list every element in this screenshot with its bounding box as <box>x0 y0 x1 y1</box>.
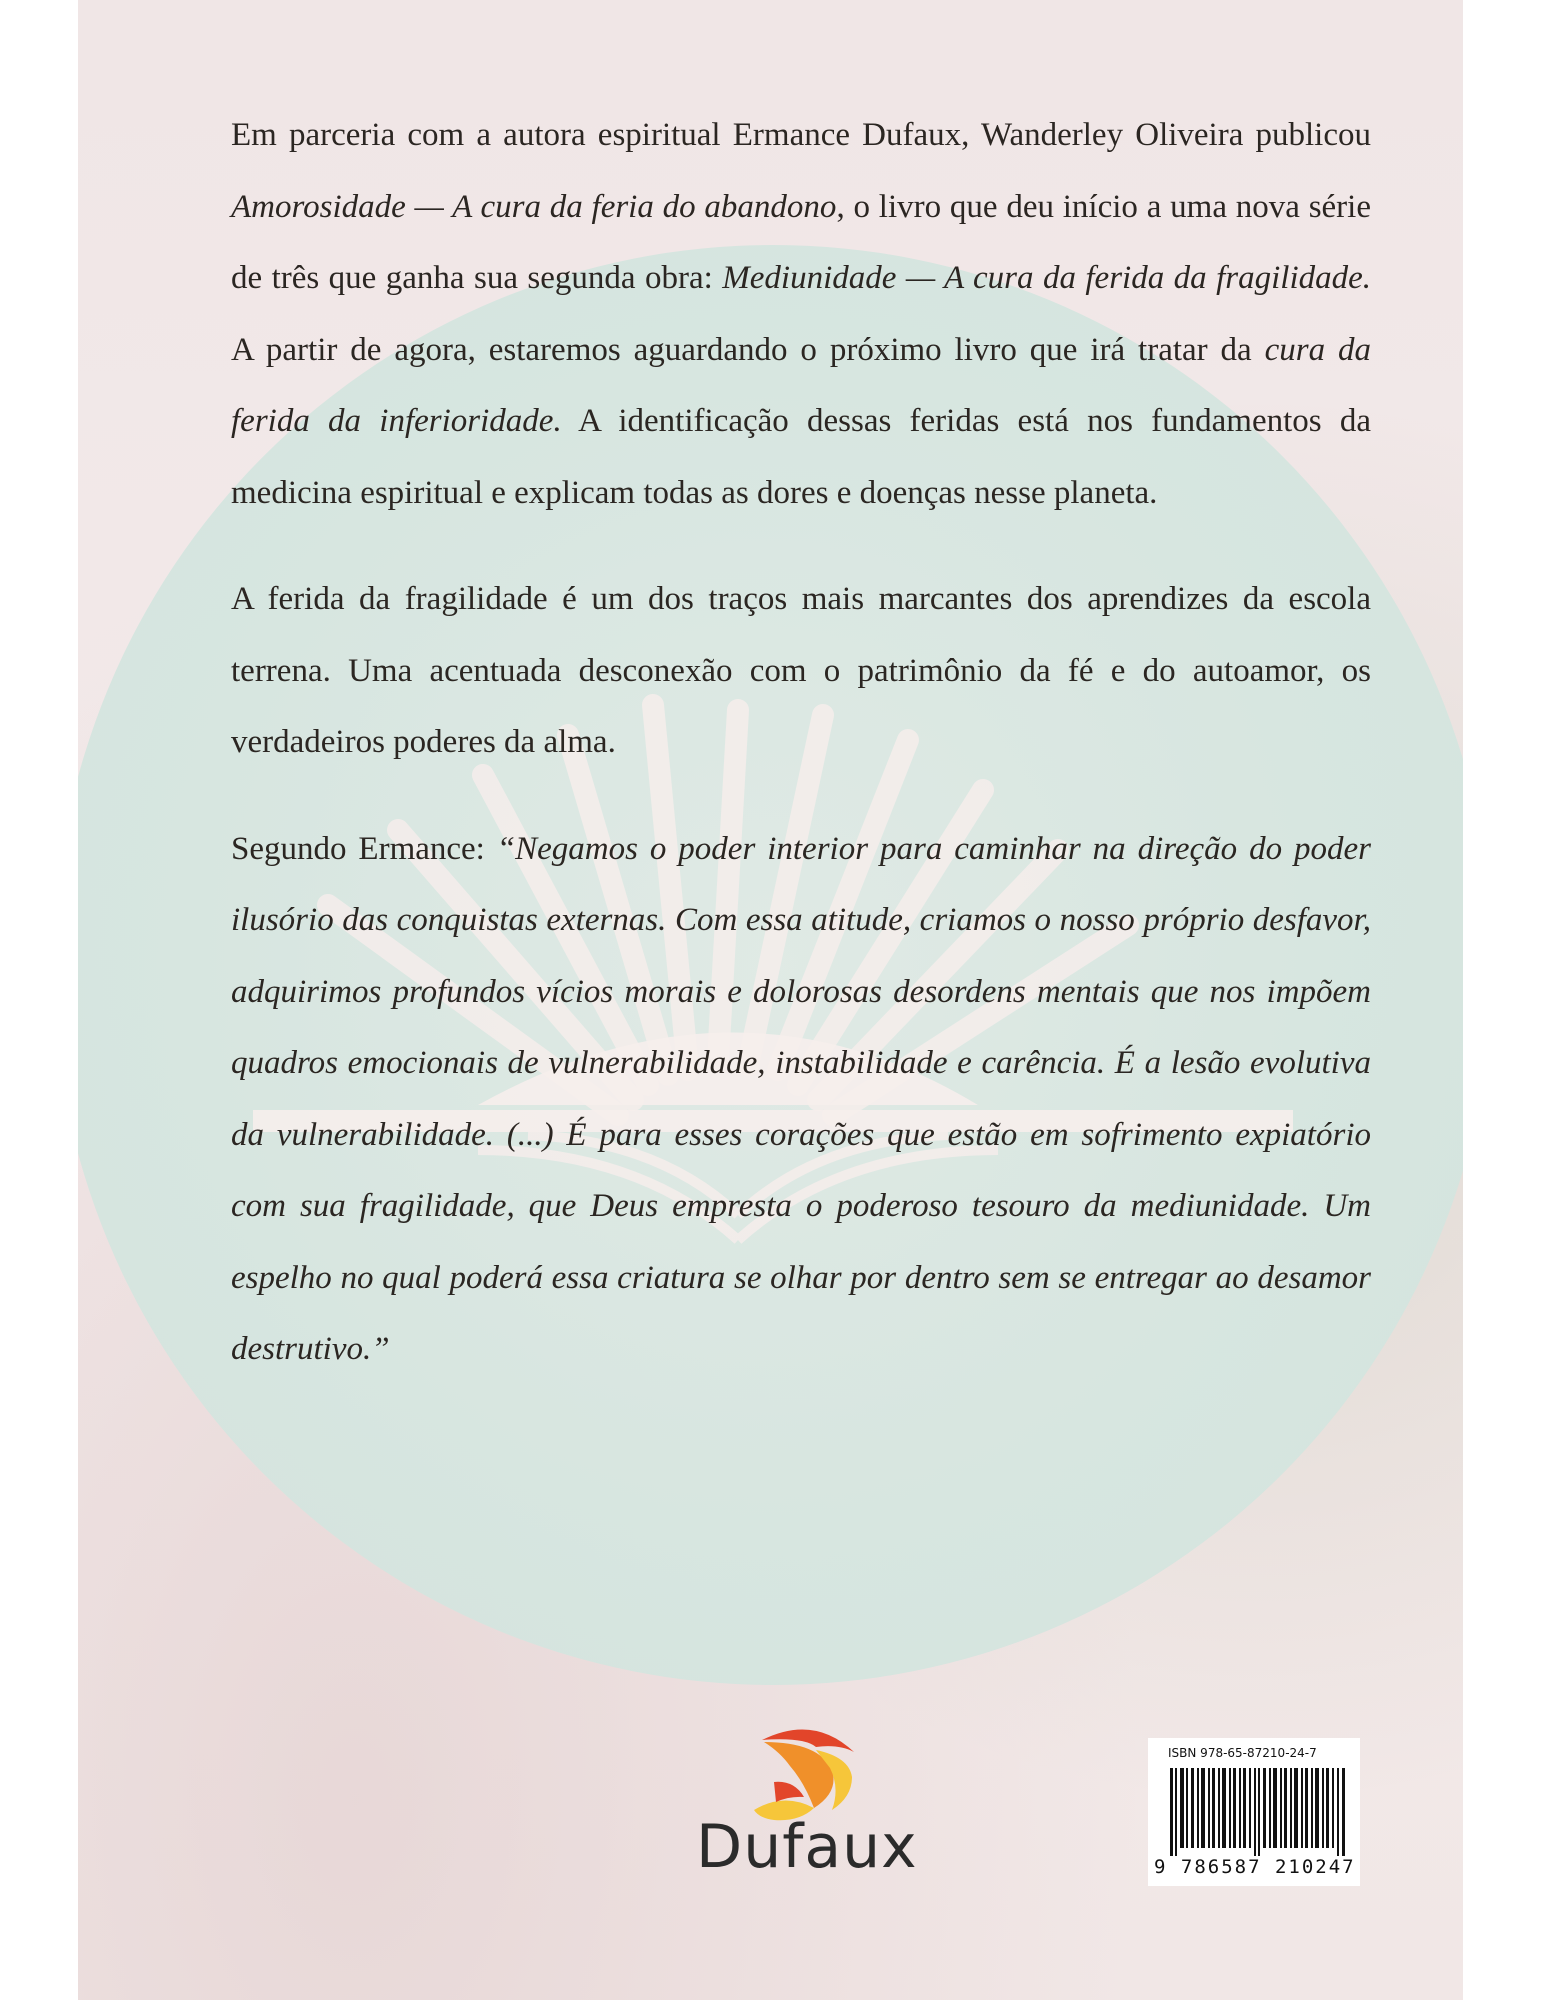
publisher-name: Dufaux <box>696 1812 918 1882</box>
ermance-quote: “Negamos o poder interior para caminhar na direção do poder ilusório das conquistas externas. Com essa atitude, criamos o nosso próprio desfavor, adquirimos profundos vícios morais e dolorosas desordens mentais que nos impõem quadros emocionais de vulnerabilidade, instabilidade e carência. É a lesão evolutiva da vulnerabilidade. (...) É para esses corações que estão em sofrimento expiatório com sua fragilidade, que Deus empresta o poderoso tesouro da mediunidade. Um espelho no qual poderá essa criatura se olhar por dentro sem se entregar ao desamor destrutivo.” <box>231 830 1371 1367</box>
dufaux-logo <box>696 1722 916 1882</box>
dufaux-swirl-logo-icon <box>744 1722 864 1822</box>
paragraph-1 <box>231 100 1371 529</box>
quote-lead: Segundo Ermance: <box>231 830 497 867</box>
book-title-mediunidade: Mediunidade — A cura da ferida da fragilidade. <box>722 260 1372 296</box>
paragraph-2: A ferida da fragilidade é um dos traços mais marcantes dos aprendizes da escola terrena. Uma acentuada desconexão com o patrimônio da fé e do autoamor, os verdadeiros poderes da alma. <box>231 581 1371 760</box>
barcode-bars <box>1170 1768 1346 1856</box>
paragraph-1-part-a: Em parceria com a autora espiritual Ermance Dufaux, Wanderley Oliveira publicou <box>231 117 1371 153</box>
paragraph-1-part-d: A identificação dessas feridas está nos fundamentos da medicina espiritual e explicam todas as dores e doenças nesse planeta. <box>231 403 1372 511</box>
barcode-digits: 9 786587 210247 <box>1154 1856 1356 1878</box>
back-cover-text <box>231 100 1371 1386</box>
next-book-title: cura da ferida da inferioridade. <box>231 331 1371 439</box>
paragraph-3 <box>231 814 1371 1386</box>
paragraph-1-part-c: A partir de agora, estaremos aguardando o próximo livro que irá tratar da <box>231 331 1265 368</box>
back-cover <box>78 0 1463 2000</box>
book-title-amorosidade: Amorosidade — A cura da feria do abandono <box>231 188 837 225</box>
isbn-barcode <box>1148 1738 1360 1886</box>
paragraph-1-part-b: , o livro que deu início a uma nova série de três que ganha sua segunda obra: <box>231 188 1371 296</box>
isbn-label: ISBN 978-65-87210-24-7 <box>1168 1746 1317 1760</box>
